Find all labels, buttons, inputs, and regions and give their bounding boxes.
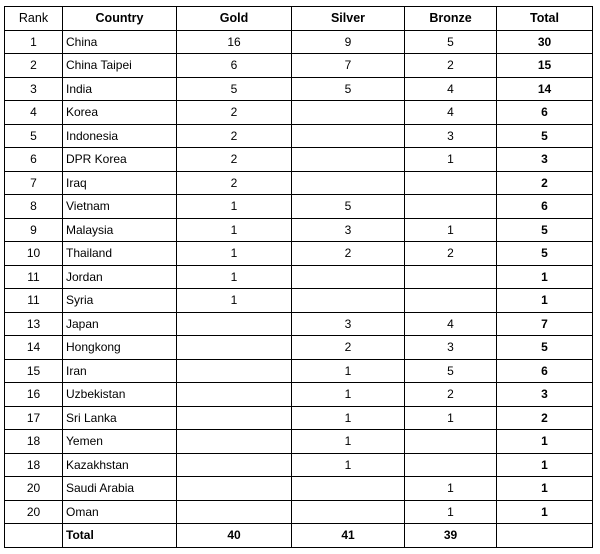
total-cell: 15 bbox=[497, 54, 593, 78]
header-total: Total bbox=[497, 7, 593, 31]
country-cell: Syria bbox=[63, 289, 177, 313]
silver-cell: 5 bbox=[292, 77, 405, 101]
silver-cell bbox=[292, 101, 405, 125]
country-cell: Iraq bbox=[63, 171, 177, 195]
bronze-cell bbox=[405, 430, 497, 454]
country-cell: India bbox=[63, 77, 177, 101]
medal-table-container bbox=[4, 6, 593, 548]
silver-cell bbox=[292, 289, 405, 313]
country-cell: Korea bbox=[63, 101, 177, 125]
country-cell: Yemen bbox=[63, 430, 177, 454]
table-row bbox=[5, 218, 593, 242]
rank-cell: 13 bbox=[5, 312, 63, 336]
header-silver: Silver bbox=[292, 7, 405, 31]
country-cell: Oman bbox=[63, 500, 177, 524]
bronze-cell: 1 bbox=[405, 218, 497, 242]
total-cell: 1 bbox=[497, 430, 593, 454]
rank-cell: 8 bbox=[5, 195, 63, 219]
table-row bbox=[5, 124, 593, 148]
gold-cell: 6 bbox=[177, 54, 292, 78]
bronze-cell bbox=[405, 171, 497, 195]
table-row bbox=[5, 477, 593, 501]
table-row bbox=[5, 265, 593, 289]
bronze-cell: 1 bbox=[405, 477, 497, 501]
total-cell: 1 bbox=[497, 477, 593, 501]
country-cell: DPR Korea bbox=[63, 148, 177, 172]
silver-cell bbox=[292, 500, 405, 524]
silver-cell: 2 bbox=[292, 242, 405, 266]
bronze-cell: 4 bbox=[405, 77, 497, 101]
bronze-cell: 2 bbox=[405, 383, 497, 407]
country-cell: Jordan bbox=[63, 265, 177, 289]
silver-cell: 1 bbox=[292, 359, 405, 383]
total-cell: 6 bbox=[497, 359, 593, 383]
total-cell: 2 bbox=[497, 171, 593, 195]
silver-cell: 7 bbox=[292, 54, 405, 78]
total-cell: 1 bbox=[497, 500, 593, 524]
rank-cell: 5 bbox=[5, 124, 63, 148]
total-cell: 1 bbox=[497, 265, 593, 289]
totals-label: Total bbox=[63, 524, 177, 548]
header-gold: Gold bbox=[177, 7, 292, 31]
table-row bbox=[5, 453, 593, 477]
table-row bbox=[5, 430, 593, 454]
gold-cell bbox=[177, 477, 292, 501]
table-row bbox=[5, 359, 593, 383]
bronze-cell: 5 bbox=[405, 359, 497, 383]
gold-cell bbox=[177, 383, 292, 407]
rank-cell: 18 bbox=[5, 453, 63, 477]
rank-cell: 20 bbox=[5, 500, 63, 524]
country-cell: Iran bbox=[63, 359, 177, 383]
table-row bbox=[5, 336, 593, 360]
gold-cell bbox=[177, 430, 292, 454]
totals-row bbox=[5, 524, 593, 548]
silver-cell bbox=[292, 148, 405, 172]
silver-cell bbox=[292, 265, 405, 289]
silver-cell: 1 bbox=[292, 453, 405, 477]
table-row bbox=[5, 148, 593, 172]
table-row bbox=[5, 383, 593, 407]
totals-silver: 41 bbox=[292, 524, 405, 548]
rank-cell: 16 bbox=[5, 383, 63, 407]
bronze-cell: 1 bbox=[405, 500, 497, 524]
totals-total bbox=[497, 524, 593, 548]
rank-cell: 17 bbox=[5, 406, 63, 430]
silver-cell: 5 bbox=[292, 195, 405, 219]
header-bronze: Bronze bbox=[405, 7, 497, 31]
gold-cell: 2 bbox=[177, 148, 292, 172]
silver-cell bbox=[292, 171, 405, 195]
totals-gold: 40 bbox=[177, 524, 292, 548]
bronze-cell: 1 bbox=[405, 148, 497, 172]
table-row bbox=[5, 30, 593, 54]
gold-cell bbox=[177, 336, 292, 360]
silver-cell: 1 bbox=[292, 406, 405, 430]
gold-cell bbox=[177, 406, 292, 430]
country-cell: Uzbekistan bbox=[63, 383, 177, 407]
total-cell: 5 bbox=[497, 124, 593, 148]
gold-cell: 1 bbox=[177, 242, 292, 266]
total-cell: 3 bbox=[497, 148, 593, 172]
silver-cell: 9 bbox=[292, 30, 405, 54]
table-row bbox=[5, 195, 593, 219]
bronze-cell: 4 bbox=[405, 101, 497, 125]
silver-cell: 3 bbox=[292, 312, 405, 336]
table-row bbox=[5, 54, 593, 78]
rank-cell: 11 bbox=[5, 265, 63, 289]
header-rank: Rank bbox=[5, 7, 63, 31]
rank-cell: 9 bbox=[5, 218, 63, 242]
rank-cell: 6 bbox=[5, 148, 63, 172]
rank-cell: 10 bbox=[5, 242, 63, 266]
country-cell: Malaysia bbox=[63, 218, 177, 242]
country-cell: China Taipei bbox=[63, 54, 177, 78]
country-cell: Hongkong bbox=[63, 336, 177, 360]
medal-table bbox=[4, 6, 593, 548]
totals-rank-cell bbox=[5, 524, 63, 548]
silver-cell bbox=[292, 477, 405, 501]
rank-cell: 15 bbox=[5, 359, 63, 383]
table-row bbox=[5, 312, 593, 336]
table-row bbox=[5, 289, 593, 313]
gold-cell bbox=[177, 500, 292, 524]
total-cell: 14 bbox=[497, 77, 593, 101]
silver-cell: 2 bbox=[292, 336, 405, 360]
gold-cell: 2 bbox=[177, 101, 292, 125]
total-cell: 6 bbox=[497, 195, 593, 219]
silver-cell: 1 bbox=[292, 430, 405, 454]
rank-cell: 2 bbox=[5, 54, 63, 78]
bronze-cell: 2 bbox=[405, 242, 497, 266]
gold-cell: 2 bbox=[177, 171, 292, 195]
total-cell: 3 bbox=[497, 383, 593, 407]
gold-cell: 1 bbox=[177, 289, 292, 313]
bronze-cell bbox=[405, 289, 497, 313]
total-cell: 2 bbox=[497, 406, 593, 430]
bronze-cell: 1 bbox=[405, 406, 497, 430]
total-cell: 7 bbox=[497, 312, 593, 336]
table-row bbox=[5, 242, 593, 266]
gold-cell: 5 bbox=[177, 77, 292, 101]
silver-cell bbox=[292, 124, 405, 148]
rank-cell: 3 bbox=[5, 77, 63, 101]
bronze-cell: 2 bbox=[405, 54, 497, 78]
total-cell: 1 bbox=[497, 453, 593, 477]
rank-cell: 1 bbox=[5, 30, 63, 54]
table-row bbox=[5, 101, 593, 125]
country-cell: China bbox=[63, 30, 177, 54]
table-row bbox=[5, 77, 593, 101]
gold-cell: 1 bbox=[177, 195, 292, 219]
bronze-cell: 4 bbox=[405, 312, 497, 336]
country-cell: Sri Lanka bbox=[63, 406, 177, 430]
total-cell: 5 bbox=[497, 242, 593, 266]
silver-cell: 1 bbox=[292, 383, 405, 407]
rank-cell: 18 bbox=[5, 430, 63, 454]
bronze-cell: 3 bbox=[405, 124, 497, 148]
country-cell: Saudi Arabia bbox=[63, 477, 177, 501]
bronze-cell bbox=[405, 265, 497, 289]
country-cell: Japan bbox=[63, 312, 177, 336]
total-cell: 1 bbox=[497, 289, 593, 313]
header-row bbox=[5, 7, 593, 31]
total-cell: 5 bbox=[497, 336, 593, 360]
gold-cell bbox=[177, 453, 292, 477]
gold-cell: 2 bbox=[177, 124, 292, 148]
table-row bbox=[5, 171, 593, 195]
country-cell: Vietnam bbox=[63, 195, 177, 219]
rank-cell: 20 bbox=[5, 477, 63, 501]
total-cell: 5 bbox=[497, 218, 593, 242]
header-country: Country bbox=[63, 7, 177, 31]
rank-cell: 11 bbox=[5, 289, 63, 313]
totals-bronze: 39 bbox=[405, 524, 497, 548]
rank-cell: 7 bbox=[5, 171, 63, 195]
bronze-cell bbox=[405, 195, 497, 219]
total-cell: 6 bbox=[497, 101, 593, 125]
country-cell: Indonesia bbox=[63, 124, 177, 148]
bronze-cell bbox=[405, 453, 497, 477]
gold-cell bbox=[177, 359, 292, 383]
gold-cell bbox=[177, 312, 292, 336]
gold-cell: 1 bbox=[177, 265, 292, 289]
country-cell: Thailand bbox=[63, 242, 177, 266]
table-row bbox=[5, 500, 593, 524]
bronze-cell: 5 bbox=[405, 30, 497, 54]
bronze-cell: 3 bbox=[405, 336, 497, 360]
gold-cell: 1 bbox=[177, 218, 292, 242]
rank-cell: 4 bbox=[5, 101, 63, 125]
table-row bbox=[5, 406, 593, 430]
country-cell: Kazakhstan bbox=[63, 453, 177, 477]
total-cell: 30 bbox=[497, 30, 593, 54]
silver-cell: 3 bbox=[292, 218, 405, 242]
gold-cell: 16 bbox=[177, 30, 292, 54]
rank-cell: 14 bbox=[5, 336, 63, 360]
